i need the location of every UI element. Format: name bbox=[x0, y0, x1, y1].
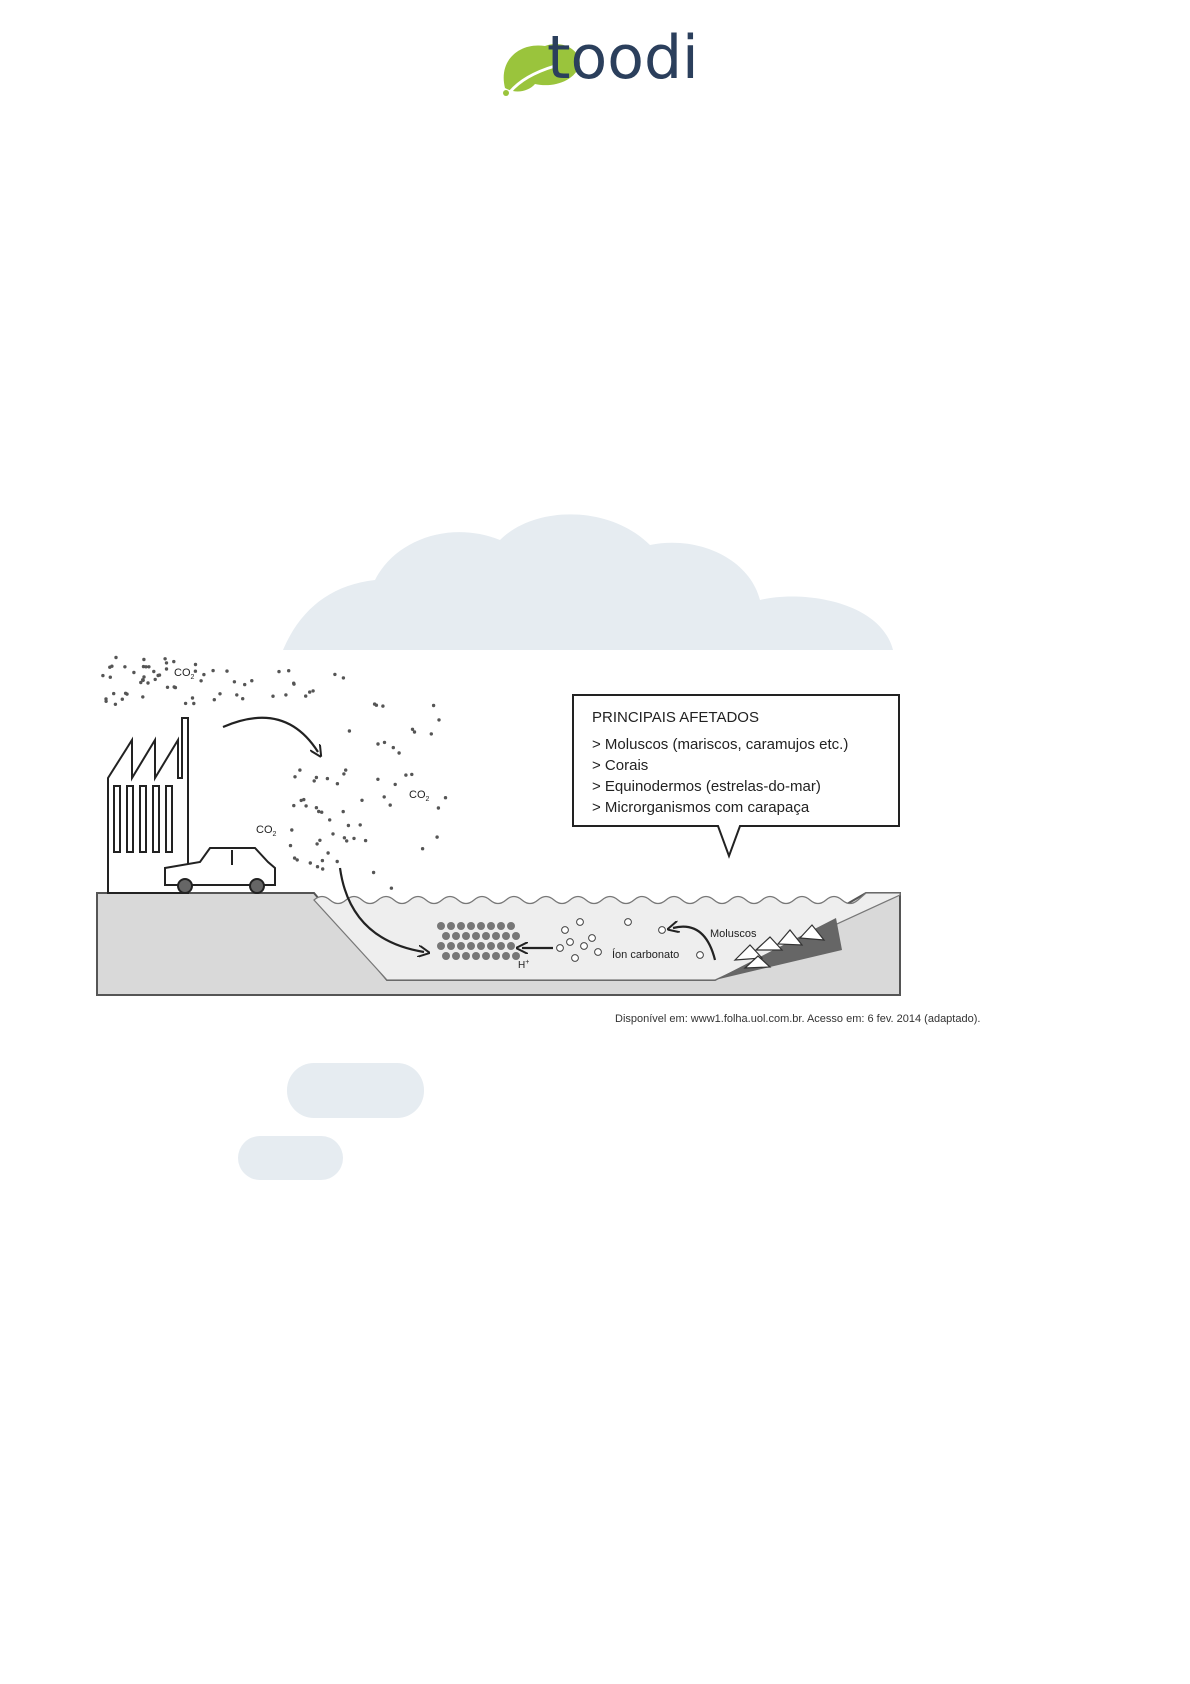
co2-particle bbox=[250, 679, 253, 682]
carbonate-ion-dot bbox=[659, 927, 666, 934]
h-ion-dot bbox=[442, 952, 450, 960]
co2-particle bbox=[343, 836, 346, 839]
co2-particle bbox=[376, 742, 379, 745]
co2-particle bbox=[316, 865, 319, 868]
toodi-logo bbox=[503, 23, 699, 96]
co2-particle bbox=[318, 839, 321, 842]
co2-particle bbox=[375, 704, 378, 707]
h-ion-dot bbox=[502, 932, 510, 940]
co2-particle bbox=[194, 663, 197, 666]
co2-particle bbox=[163, 657, 166, 660]
h-ion-dot bbox=[437, 922, 445, 930]
co2-particle bbox=[404, 773, 407, 776]
co2-particle bbox=[376, 778, 379, 781]
co2-particle bbox=[271, 695, 274, 698]
co2-particle bbox=[383, 795, 386, 798]
co2-particle bbox=[114, 656, 117, 659]
carbonate-ion-dot bbox=[589, 935, 596, 942]
co2-particle bbox=[241, 697, 244, 700]
co2-particle bbox=[364, 839, 367, 842]
co2-particle bbox=[165, 661, 168, 664]
co2-particle bbox=[173, 685, 176, 688]
co2-text: CO bbox=[409, 789, 426, 801]
co2-particle bbox=[331, 832, 334, 835]
h-ion-dot bbox=[447, 922, 455, 930]
carbonate-ion-dot bbox=[697, 952, 704, 959]
co2-particle bbox=[315, 842, 318, 845]
co2-particle bbox=[345, 839, 348, 842]
co2-particle bbox=[394, 783, 397, 786]
co2-particle bbox=[293, 775, 296, 778]
co2-particle bbox=[235, 693, 238, 696]
co2-particle bbox=[321, 867, 324, 870]
carbonate-ion-dot bbox=[562, 927, 569, 934]
h-ion-dot bbox=[507, 942, 515, 950]
co2-particle bbox=[166, 686, 169, 689]
h-ion-dot bbox=[462, 952, 470, 960]
co2-particle bbox=[132, 671, 135, 674]
h-ion-dot bbox=[487, 942, 495, 950]
h-ion-dot bbox=[487, 922, 495, 930]
co2-particle bbox=[304, 694, 307, 697]
ion-carbonato-label: Íon carbonato bbox=[612, 949, 680, 961]
co2-particle bbox=[342, 772, 345, 775]
background-cloud-watermark bbox=[283, 514, 893, 650]
co2-particle bbox=[413, 730, 416, 733]
h-ion-dot bbox=[492, 952, 500, 960]
co2-particle bbox=[411, 728, 414, 731]
co2-particle bbox=[192, 702, 195, 705]
co2-particle bbox=[184, 702, 187, 705]
co2-particle bbox=[211, 669, 214, 672]
carbonate-ion-dot bbox=[581, 943, 588, 950]
h-ion-dot bbox=[497, 942, 505, 950]
co2-particle bbox=[313, 779, 316, 782]
co2-particle bbox=[300, 799, 303, 802]
callout-item-1: > Moluscos (mariscos, caramujos etc.) bbox=[592, 736, 849, 753]
carbonate-ion-dot bbox=[557, 945, 564, 952]
co2-particle bbox=[347, 824, 350, 827]
h-ion-dot bbox=[502, 952, 510, 960]
h-ion-dot bbox=[512, 932, 520, 940]
co2-particle bbox=[225, 669, 228, 672]
co2-particle bbox=[421, 847, 424, 850]
h-ion-dot bbox=[507, 922, 515, 930]
background-pill-large bbox=[287, 1063, 424, 1118]
co2-particle bbox=[109, 676, 112, 679]
co2-particle bbox=[437, 718, 440, 721]
callout-item-3: > Equinodermos (estrelas-do-mar) bbox=[592, 778, 821, 795]
h-ion-dot bbox=[472, 932, 480, 940]
source-caption: Disponível em: www1.folha.uol.com.br. Acesso em: 6 fev. 2014 (adaptado). bbox=[615, 1013, 981, 1025]
h-ion-dot bbox=[457, 922, 465, 930]
co2-subscript: 2 bbox=[425, 796, 430, 803]
callout-item-2: > Corais bbox=[592, 757, 649, 774]
co2-particle bbox=[142, 658, 145, 661]
co2-particle bbox=[123, 665, 126, 668]
co2-particle bbox=[202, 673, 205, 676]
co2-particle bbox=[315, 776, 318, 779]
co2-particle bbox=[146, 681, 149, 684]
co2-subscript: 2 bbox=[272, 831, 277, 838]
co2-particle bbox=[296, 858, 299, 861]
h-ion-dot bbox=[462, 932, 470, 940]
co2-particle bbox=[287, 669, 290, 672]
callout-item-4: > Microrganismos com carapaça bbox=[592, 799, 810, 816]
co2-particle bbox=[290, 828, 293, 831]
background-pill-small bbox=[238, 1136, 343, 1180]
co2-particle bbox=[435, 835, 438, 838]
h-superscript: + bbox=[525, 959, 530, 966]
co2-particle bbox=[277, 670, 280, 673]
co2-particle bbox=[336, 860, 339, 863]
co2-particle bbox=[342, 676, 345, 679]
co2-particle bbox=[158, 673, 161, 676]
co2-particle bbox=[383, 741, 386, 744]
co2-subscript: 2 bbox=[190, 674, 195, 681]
co2-particle bbox=[144, 665, 147, 668]
co2-particle bbox=[397, 751, 400, 754]
h-ion-dot bbox=[452, 932, 460, 940]
co2-particle bbox=[352, 837, 355, 840]
co2-particle bbox=[333, 673, 336, 676]
co2-particle bbox=[165, 667, 168, 670]
co2-particle bbox=[110, 665, 113, 668]
callout-title: PRINCIPAIS AFETADOS bbox=[592, 709, 759, 726]
co2-particle bbox=[292, 682, 295, 685]
co2-particle bbox=[342, 810, 345, 813]
h-ion-dot bbox=[437, 942, 445, 950]
co2-particle bbox=[309, 861, 312, 864]
carbonate-ion-dot bbox=[577, 919, 584, 926]
co2-particle bbox=[326, 851, 329, 854]
co2-particle bbox=[124, 692, 127, 695]
co2-particle bbox=[243, 683, 246, 686]
co2-label-top bbox=[174, 667, 195, 681]
h-ion-dot bbox=[477, 942, 485, 950]
moluscos-label: Moluscos bbox=[710, 928, 757, 940]
co2-particle bbox=[344, 768, 347, 771]
co2-particle bbox=[289, 844, 292, 847]
co2-particle bbox=[199, 679, 202, 682]
co2-particle bbox=[172, 660, 175, 663]
h-ion-dot bbox=[472, 952, 480, 960]
co2-particle bbox=[233, 680, 236, 683]
h-ion-dot bbox=[457, 942, 465, 950]
h-ion-dot bbox=[442, 932, 450, 940]
co2-particle bbox=[298, 768, 301, 771]
h-ion-dot bbox=[492, 932, 500, 940]
co2-particle bbox=[308, 690, 311, 693]
co2-particle bbox=[218, 692, 221, 695]
co2-particle bbox=[292, 804, 295, 807]
co2-particle bbox=[392, 746, 395, 749]
co2-particle bbox=[315, 806, 318, 809]
co2-particle bbox=[317, 810, 320, 813]
h-ion-dot bbox=[512, 952, 520, 960]
ocean-acidification-diagram bbox=[97, 656, 980, 1025]
h-ion-dot bbox=[467, 942, 475, 950]
co2-particle bbox=[213, 698, 216, 701]
h-text: H bbox=[518, 960, 526, 971]
co2-particle bbox=[152, 670, 155, 673]
co2-particle bbox=[336, 782, 339, 785]
co2-particle bbox=[326, 777, 329, 780]
co2-particle bbox=[390, 887, 393, 890]
h-ion-dot bbox=[497, 922, 505, 930]
co2-particle bbox=[430, 732, 433, 735]
co2-particle bbox=[284, 693, 287, 696]
co2-particle bbox=[191, 696, 194, 699]
co2-particle bbox=[121, 698, 124, 701]
co2-particle bbox=[194, 670, 197, 673]
co2-particle bbox=[142, 675, 145, 678]
co2-particle bbox=[360, 799, 363, 802]
co2-particle bbox=[432, 704, 435, 707]
co2-particle bbox=[112, 692, 115, 695]
co2-label-car bbox=[256, 824, 277, 838]
co2-particle bbox=[437, 806, 440, 809]
co2-particle bbox=[147, 665, 150, 668]
h-ion-dot bbox=[482, 932, 490, 940]
co2-particle bbox=[410, 773, 413, 776]
co2-particle bbox=[141, 695, 144, 698]
h-ion-dot bbox=[482, 952, 490, 960]
co2-label-right bbox=[409, 789, 430, 803]
co2-particle bbox=[114, 703, 117, 706]
co2-particle bbox=[389, 803, 392, 806]
co2-particle bbox=[101, 674, 104, 677]
h-ion-dot bbox=[447, 942, 455, 950]
co2-particle bbox=[304, 804, 307, 807]
co2-particle bbox=[311, 689, 314, 692]
co2-particle bbox=[381, 704, 384, 707]
co2-particle bbox=[321, 859, 324, 862]
carbonate-ion-dot bbox=[625, 919, 632, 926]
logo-text: toodi bbox=[547, 23, 699, 93]
h-ion-dot bbox=[477, 922, 485, 930]
co2-text: CO bbox=[174, 667, 191, 679]
co2-text: CO bbox=[256, 824, 273, 836]
co2-particle bbox=[104, 700, 107, 703]
h-ion-dot bbox=[452, 952, 460, 960]
co2-particle bbox=[444, 796, 447, 799]
co2-particle bbox=[328, 818, 331, 821]
co2-particle bbox=[154, 678, 157, 681]
co2-particle bbox=[348, 729, 351, 732]
arrow-co2-drift bbox=[223, 718, 318, 752]
affected-species-callout bbox=[573, 695, 899, 856]
co2-particle bbox=[359, 823, 362, 826]
carbonate-ion-dot bbox=[595, 949, 602, 956]
carbonate-ion-dot bbox=[567, 939, 574, 946]
co2-particle bbox=[320, 811, 323, 814]
h-ion-dot bbox=[467, 922, 475, 930]
co2-particle bbox=[372, 871, 375, 874]
carbonate-ion-dot bbox=[572, 955, 579, 962]
